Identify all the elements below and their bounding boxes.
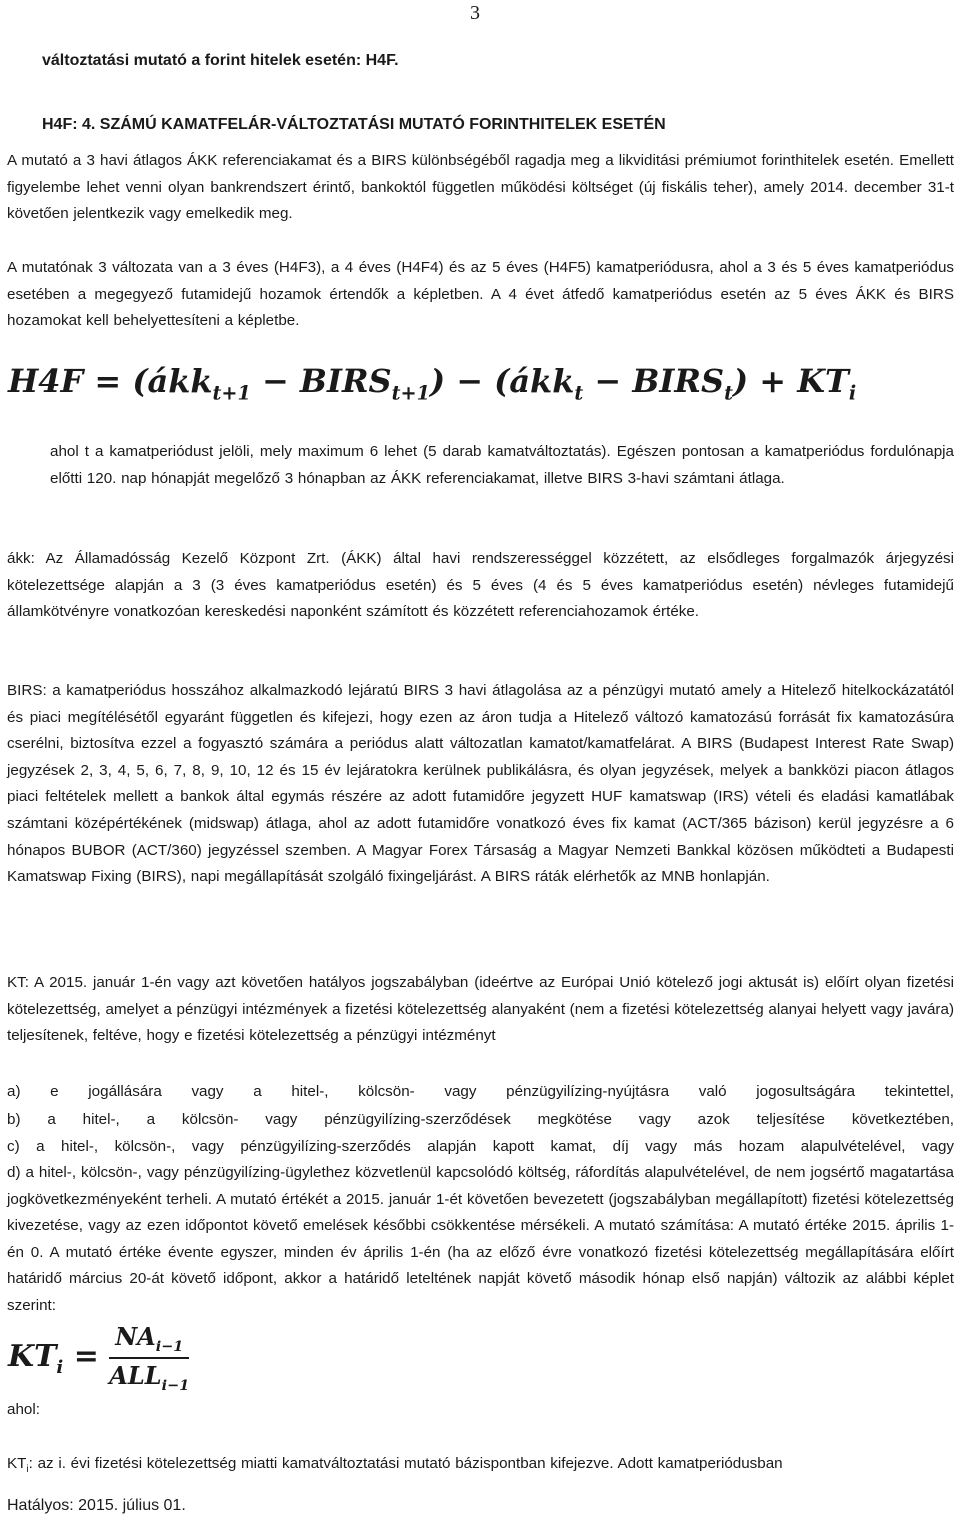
- paragraph-kt-definition: KT: A 2015. január 1-én vagy azt követően hatályos jogszabályban (ideértve az Európai Unió kötelező jogi aktusát is) előírt olyan fizetési kötelezettség, amelyet a pénzügyi intézmények a fizetési kötelezettség alanyaként (nem a fizetési kötelezettség alanyai helyett vagy javára) teljesítenek, feltéve, hogy e fizetési kötelezettség a pénzügyi intézményt: [7, 974, 954, 1045]
- list-item-b: b) a hitel-, a kölcsön- vagy pénzügyilízing-szerződések megkötése vagy azok teljesítése következtében,: [7, 1111, 954, 1128]
- paragraph-t-definition: ahol t a kamatperiódust jelöli, mely maximum 6 lehet (5 darab kamatváltoztatás). Egészen pontosan a kamatperiódus fordulónapja előtti 120. nap hónapját megelőző 3 hónapban az ÁKK referenciakamat, illetve BIRS 3-havi számtani átlaga.: [50, 443, 954, 487]
- paragraph-birs-definition: BIRS: a kamatperiódus hosszához alkalmazkodó lejáratú BIRS 3 havi átlagolása az a pénzügyi mutató amely a Hitelező hitelkockázatától és piaci megítélésétől egyaránt független és kifejezi, hogy ezen az áron tudja a Hitelező változó kamatozású forrását fix kamatozásúra cserélni, biztosítva ezzel a fogyasztó számára a periódus alatt változatlan kamatot/kamatfelárat. A BIRS (Budapest Interest Rate Swap) jegyzések 2, 3, 4, 5, 6, 7, 8, 9, 10, 12 és 15 év lejáratokra kerülnek publikálásra, és olyan jegyzések, melyek a bankközi piacon átlagos piaci feltételek mellett a bankok által egymás részére az adott futamidőre jegyzett HUF kamatswap (IRS) vételi és eladási kamatlábak számtani középértékének (midswap) átlaga, ahol az adott futamidőre vonatkozó éves fix kamat (ACT/365 bázison) kerül jegyzésre a 6 hónapos BUBOR (ACT/360) jegyzéssel szemben. A Magyar Forex Társaság a Magyar Nemzeti Bankkal közösen működteti a Budapesti Kamatswap Fixing (BIRS), napi megállapítását szolgáló fixingeljárást. A BIRS ráták elérhetők az MNB honlapján.: [7, 682, 954, 886]
- effective-date: Hatályos: 2015. július 01.: [7, 1497, 186, 1514]
- page-number: 3: [470, 2, 480, 24]
- paragraph-kti-definition: $KT_i$: az i. évi fizetési kötelezettség miatti kamatváltoztatási mutató bázispontban kifejezve. Adott kamatperiódusban: [7, 1455, 783, 1476]
- ahol-label: ahol:: [7, 1401, 40, 1418]
- h4f-formula: H4F = (ákk$_{t+1}$ − $BIRS_{t+1}$) − (ákk$_t$ − $BIRS_t) + KT_i$: [8, 362, 857, 405]
- paragraph-variants: A mutatónak 3 változata van a 3 éves (H4F3), a 4 éves (H4F4) és az 5 éves (H4F5) kamatperiódusra, ahol a 3 és 5 éves kamatperiódus esetében a megegyező futamidejű hozamok értendők a képletben. A 4 évet átfedő kamatperiódus esetén az 5 éves ÁKK és BIRS hozamokat kell behelyettesíteni a képletbe.: [7, 259, 954, 330]
- paragraph-intro: A mutató a 3 havi átlagos ÁKK referenciakamat és a BIRS különbségéből ragadja meg a likviditási prémiumot forinthitelek esetén. Emellett figyelembe lehet venni olyan bankrendszert érintő, bankoktól független működési költséget (új fiskális teher), amely 2014. december 31-t követően jelentkezik vagy emelkedik meg.: [7, 152, 954, 223]
- kt-formula: $KT_i$ = $\frac{NA_{i-1}}{ALL_{i-1}}$: [8, 1322, 190, 1394]
- kt-fraction: $\frac{NA_{i-1}}{ALL_{i-1}}$: [109, 1322, 190, 1394]
- paragraph-akk-definition: ákk: Az Államadósság Kezelő Központ Zrt. (ÁKK) által havi rendszerességgel közzétett, az elsődleges forgalmazók árjegyzési kötelezettsége alapján a 3 (3 éves kamatperiódus esetén) és 5 éves (4 és 5 éves kamatperiódus esetén) névleges futamidejű államkötvényre vonatkozóan kereskedési naponként számított és közzétett referenciahozamok értéke.: [7, 550, 954, 621]
- paragraph-kt-calculation: d) a hitel-, kölcsön-, vagy pénzügyilízing-ügylethez közvetlenül kapcsolódó költség, ráfordítás alapulvételével, de nem jogsértő magatartása jogkövetkezményeként terheli. A mutató értékét a 2015. január 1-ét követően bevezetett (jogszabályban megállapított) fizetési kötelezettség kivezetése, vagy az ezen időpontot követő emelések későbbi csökkentése mérsékeli. A mutató számítása: A mutató értéke 2015. április 1-én 0. A mutató értéke évente egyszer, minden év április 1-én (ha az előző évre vonatkozó fizetési kötelezettség megállapítására előírt határidő március 20-át követő időpont, akkor a határidő leteltének napját követő második hónap első napján) változik az alábbi képlet szerint:: [7, 1164, 954, 1314]
- list-item-c: c) a hitel-, kölcsön-, vagy pénzügyilízing-szerződés alapján kapott kamat, díj vagy más hozam alapulvételével, vagy: [7, 1138, 954, 1155]
- section-heading: H4F: 4. SZÁMÚ KAMATFELÁR-VÁLTOZTATÁSI MUTATÓ FORINTHITELEK ESETÉN: [42, 116, 666, 133]
- list-item-a: a) e jogállására vagy a hitel-, kölcsön- vagy pénzügyilízing-nyújtásra való jogosultságára tekintettel,: [7, 1083, 954, 1100]
- title-line: változtatási mutató a forint hitelek esetén: H4F.: [42, 52, 399, 69]
